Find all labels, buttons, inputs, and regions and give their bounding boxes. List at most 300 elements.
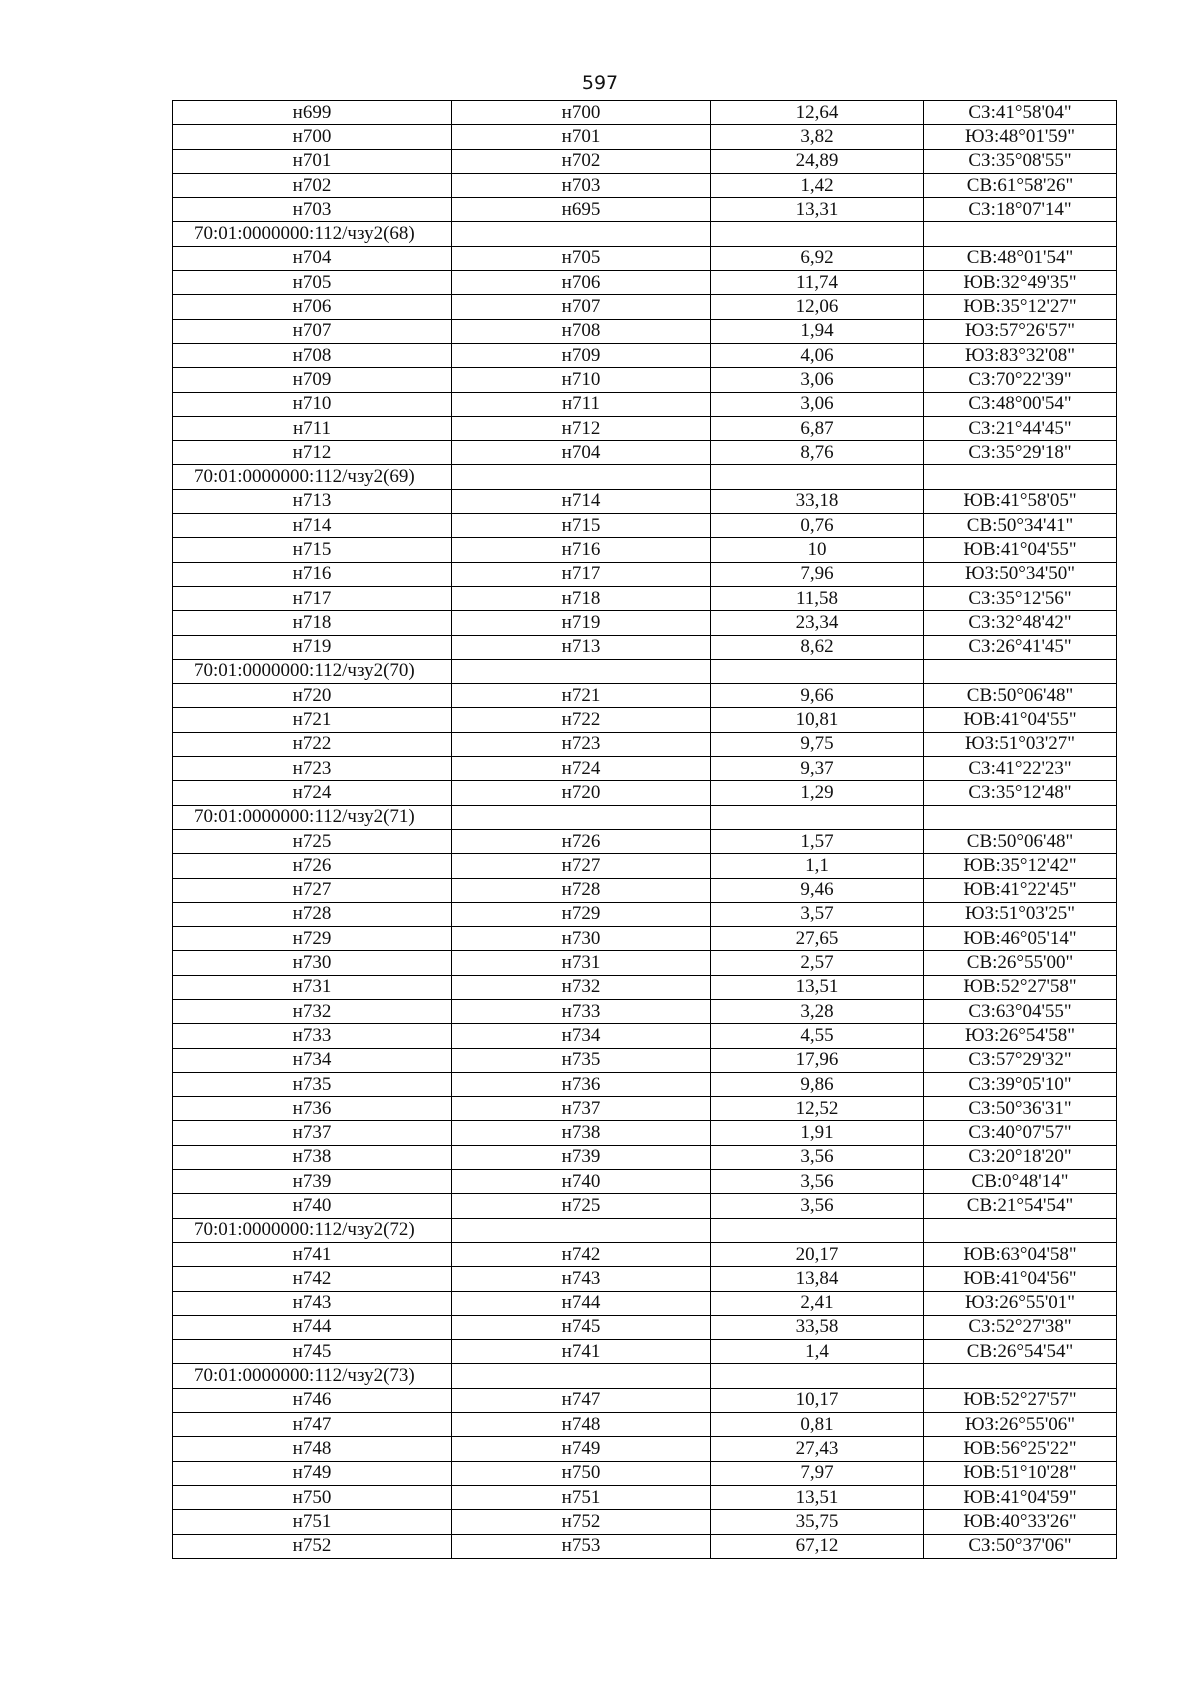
empty-cell: [452, 1364, 711, 1388]
section-row: [173, 1218, 1117, 1242]
point-from-cell: н733: [173, 1024, 452, 1048]
bearing-cell: СЗ:35°29'18": [924, 441, 1117, 465]
point-from-cell: н743: [173, 1291, 452, 1315]
point-from-cell: н700: [173, 125, 452, 149]
point-from-cell: н744: [173, 1315, 452, 1339]
bearing-cell: СВ:50°34'41": [924, 514, 1117, 538]
length-cell: 8,76: [711, 441, 924, 465]
point-to-cell: н728: [452, 878, 711, 902]
section-row: [173, 659, 1117, 683]
section-parcel-id: 70:01:0000000:112/чзу2(71): [173, 805, 452, 829]
bearing-cell: СЗ:57°29'32": [924, 1048, 1117, 1072]
point-to-cell: н748: [452, 1413, 711, 1437]
point-to-cell: н715: [452, 514, 711, 538]
point-from-cell: н714: [173, 514, 452, 538]
bearing-cell: СЗ:70°22'39": [924, 368, 1117, 392]
table-row: [173, 538, 1117, 562]
point-from-cell: н730: [173, 951, 452, 975]
point-to-cell: н742: [452, 1242, 711, 1266]
bearing-cell: СВ:48°01'54": [924, 246, 1117, 270]
empty-cell: [711, 1218, 924, 1242]
length-cell: 35,75: [711, 1510, 924, 1534]
point-from-cell: н723: [173, 757, 452, 781]
bearing-cell: СЗ:21°44'45": [924, 416, 1117, 440]
point-to-cell: н718: [452, 586, 711, 610]
table-row: [173, 441, 1117, 465]
table-row: [173, 173, 1117, 197]
point-to-cell: н722: [452, 708, 711, 732]
point-to-cell: н753: [452, 1534, 711, 1558]
table-row: [173, 854, 1117, 878]
point-to-cell: н745: [452, 1315, 711, 1339]
point-to-cell: н751: [452, 1485, 711, 1509]
length-cell: 2,57: [711, 951, 924, 975]
length-cell: 33,18: [711, 489, 924, 513]
bearing-cell: СЗ:41°58'04": [924, 101, 1117, 125]
empty-cell: [711, 805, 924, 829]
point-to-cell: н730: [452, 927, 711, 951]
point-to-cell: н716: [452, 538, 711, 562]
length-cell: 3,28: [711, 999, 924, 1023]
point-to-cell: н735: [452, 1048, 711, 1072]
point-to-cell: н723: [452, 732, 711, 756]
bearing-cell: СЗ:32°48'42": [924, 611, 1117, 635]
length-cell: 1,4: [711, 1340, 924, 1364]
length-cell: 11,58: [711, 586, 924, 610]
length-cell: 10,81: [711, 708, 924, 732]
point-from-cell: н741: [173, 1242, 452, 1266]
table-row: [173, 343, 1117, 367]
point-from-cell: н711: [173, 416, 452, 440]
table-row: [173, 708, 1117, 732]
point-from-cell: н746: [173, 1388, 452, 1412]
section-row: [173, 465, 1117, 489]
bearing-cell: ЮВ:35°12'42": [924, 854, 1117, 878]
table-row: [173, 829, 1117, 853]
point-to-cell: н709: [452, 343, 711, 367]
length-cell: 67,12: [711, 1534, 924, 1558]
length-cell: 2,41: [711, 1291, 924, 1315]
length-cell: 3,56: [711, 1145, 924, 1169]
point-to-cell: н744: [452, 1291, 711, 1315]
section-parcel-id: 70:01:0000000:112/чзу2(73): [173, 1364, 452, 1388]
table-row: [173, 1340, 1117, 1364]
point-from-cell: н727: [173, 878, 452, 902]
table-row: [173, 732, 1117, 756]
table-row: [173, 927, 1117, 951]
point-from-cell: н748: [173, 1437, 452, 1461]
bearing-cell: СЗ:18°07'14": [924, 198, 1117, 222]
point-to-cell: н726: [452, 829, 711, 853]
empty-cell: [452, 465, 711, 489]
length-cell: 27,43: [711, 1437, 924, 1461]
table-row: [173, 1510, 1117, 1534]
bearing-cell: ЮЗ:26°54'58": [924, 1024, 1117, 1048]
empty-cell: [711, 659, 924, 683]
point-to-cell: н701: [452, 125, 711, 149]
length-cell: 1,57: [711, 829, 924, 853]
table-row: [173, 368, 1117, 392]
point-to-cell: н703: [452, 173, 711, 197]
point-from-cell: н751: [173, 1510, 452, 1534]
empty-cell: [924, 805, 1117, 829]
length-cell: 1,29: [711, 781, 924, 805]
length-cell: 0,76: [711, 514, 924, 538]
bearing-cell: ЮВ:40°33'26": [924, 1510, 1117, 1534]
section-parcel-id: 70:01:0000000:112/чзу2(72): [173, 1218, 452, 1242]
table-row: [173, 1048, 1117, 1072]
length-cell: 11,74: [711, 271, 924, 295]
point-from-cell: н708: [173, 343, 452, 367]
bearing-cell: ЮЗ:83°32'08": [924, 343, 1117, 367]
table-row: [173, 1437, 1117, 1461]
table-row: [173, 1291, 1117, 1315]
bearing-cell: ЮВ:41°04'56": [924, 1267, 1117, 1291]
page-number: 597: [581, 72, 619, 94]
table-row: [173, 1267, 1117, 1291]
table-row: [173, 562, 1117, 586]
length-cell: 4,55: [711, 1024, 924, 1048]
length-cell: 13,51: [711, 1485, 924, 1509]
point-from-cell: н703: [173, 198, 452, 222]
point-to-cell: н741: [452, 1340, 711, 1364]
bearing-cell: СЗ:63°04'55": [924, 999, 1117, 1023]
table-row: [173, 1485, 1117, 1509]
empty-cell: [711, 1364, 924, 1388]
length-cell: 7,97: [711, 1461, 924, 1485]
point-to-cell: н702: [452, 149, 711, 173]
table-row: [173, 1534, 1117, 1558]
point-to-cell: н714: [452, 489, 711, 513]
table-row: [173, 1315, 1117, 1339]
empty-cell: [924, 659, 1117, 683]
table-row: [173, 514, 1117, 538]
point-to-cell: н734: [452, 1024, 711, 1048]
point-from-cell: н728: [173, 902, 452, 926]
bearing-cell: ЮЗ:51°03'25": [924, 902, 1117, 926]
point-from-cell: н712: [173, 441, 452, 465]
point-from-cell: н722: [173, 732, 452, 756]
bearing-cell: СВ:50°06'48": [924, 684, 1117, 708]
point-to-cell: н752: [452, 1510, 711, 1534]
point-from-cell: н716: [173, 562, 452, 586]
point-to-cell: н740: [452, 1170, 711, 1194]
point-to-cell: н721: [452, 684, 711, 708]
table-row: [173, 392, 1117, 416]
point-from-cell: н709: [173, 368, 452, 392]
bearing-cell: ЮЗ:26°55'06": [924, 1413, 1117, 1437]
length-cell: 1,1: [711, 854, 924, 878]
point-to-cell: н708: [452, 319, 711, 343]
length-cell: 33,58: [711, 1315, 924, 1339]
point-from-cell: н713: [173, 489, 452, 513]
length-cell: 1,42: [711, 173, 924, 197]
bearing-cell: СЗ:40°07'57": [924, 1121, 1117, 1145]
length-cell: 9,37: [711, 757, 924, 781]
empty-cell: [452, 805, 711, 829]
bearing-cell: ЮЗ:48°01'59": [924, 125, 1117, 149]
point-to-cell: н725: [452, 1194, 711, 1218]
table-row: [173, 1194, 1117, 1218]
point-from-cell: н721: [173, 708, 452, 732]
empty-cell: [924, 1218, 1117, 1242]
section-row: [173, 222, 1117, 246]
bearing-cell: ЮВ:41°04'59": [924, 1485, 1117, 1509]
bearing-cell: СЗ:52°27'38": [924, 1315, 1117, 1339]
point-from-cell: н729: [173, 927, 452, 951]
length-cell: 10,17: [711, 1388, 924, 1412]
point-from-cell: н705: [173, 271, 452, 295]
point-to-cell: н732: [452, 975, 711, 999]
length-cell: 23,34: [711, 611, 924, 635]
point-from-cell: н735: [173, 1072, 452, 1096]
length-cell: 20,17: [711, 1242, 924, 1266]
empty-cell: [452, 1218, 711, 1242]
point-from-cell: н702: [173, 173, 452, 197]
point-from-cell: н701: [173, 149, 452, 173]
length-cell: 1,94: [711, 319, 924, 343]
point-from-cell: н736: [173, 1097, 452, 1121]
bearing-cell: СВ:0°48'14": [924, 1170, 1117, 1194]
point-from-cell: н732: [173, 999, 452, 1023]
point-to-cell: н706: [452, 271, 711, 295]
table-row: [173, 951, 1117, 975]
bearing-cell: СЗ:35°12'56": [924, 586, 1117, 610]
point-from-cell: н706: [173, 295, 452, 319]
table-row: [173, 295, 1117, 319]
point-to-cell: н712: [452, 416, 711, 440]
length-cell: 6,92: [711, 246, 924, 270]
table-row: [173, 611, 1117, 635]
point-from-cell: н725: [173, 829, 452, 853]
point-from-cell: н738: [173, 1145, 452, 1169]
empty-cell: [711, 222, 924, 246]
table-row: [173, 902, 1117, 926]
point-to-cell: н717: [452, 562, 711, 586]
table-row: [173, 635, 1117, 659]
point-to-cell: н710: [452, 368, 711, 392]
length-cell: 4,06: [711, 343, 924, 367]
length-cell: 24,89: [711, 149, 924, 173]
point-from-cell: н734: [173, 1048, 452, 1072]
point-to-cell: н729: [452, 902, 711, 926]
length-cell: 9,66: [711, 684, 924, 708]
length-cell: 13,84: [711, 1267, 924, 1291]
point-from-cell: н719: [173, 635, 452, 659]
empty-cell: [452, 659, 711, 683]
section-parcel-id: 70:01:0000000:112/чзу2(68): [173, 222, 452, 246]
point-from-cell: н747: [173, 1413, 452, 1437]
bearing-cell: ЮВ:56°25'22": [924, 1437, 1117, 1461]
bearing-cell: СЗ:35°12'48": [924, 781, 1117, 805]
bearing-cell: ЮВ:35°12'27": [924, 295, 1117, 319]
point-from-cell: н717: [173, 586, 452, 610]
length-cell: 12,52: [711, 1097, 924, 1121]
section-parcel-id: 70:01:0000000:112/чзу2(70): [173, 659, 452, 683]
table-row: [173, 101, 1117, 125]
point-from-cell: н715: [173, 538, 452, 562]
point-to-cell: н711: [452, 392, 711, 416]
coordinates-table-body: [173, 101, 1117, 1559]
empty-cell: [452, 222, 711, 246]
bearing-cell: ЮВ:52°27'58": [924, 975, 1117, 999]
table-row: [173, 198, 1117, 222]
table-row: [173, 1145, 1117, 1169]
point-from-cell: н745: [173, 1340, 452, 1364]
coordinates-table: [172, 100, 1117, 1559]
table-row: [173, 416, 1117, 440]
point-to-cell: н719: [452, 611, 711, 635]
length-cell: 3,56: [711, 1194, 924, 1218]
length-cell: 13,51: [711, 975, 924, 999]
point-to-cell: н700: [452, 101, 711, 125]
point-to-cell: н720: [452, 781, 711, 805]
point-from-cell: н740: [173, 1194, 452, 1218]
bearing-cell: ЮЗ:26°55'01": [924, 1291, 1117, 1315]
point-from-cell: н699: [173, 101, 452, 125]
bearing-cell: СВ:50°06'48": [924, 829, 1117, 853]
point-to-cell: н733: [452, 999, 711, 1023]
table-row: [173, 125, 1117, 149]
length-cell: 3,06: [711, 392, 924, 416]
point-to-cell: н736: [452, 1072, 711, 1096]
bearing-cell: СЗ:50°36'31": [924, 1097, 1117, 1121]
point-to-cell: н727: [452, 854, 711, 878]
point-to-cell: н750: [452, 1461, 711, 1485]
point-to-cell: н737: [452, 1097, 711, 1121]
bearing-cell: ЮЗ:51°03'27": [924, 732, 1117, 756]
length-cell: 13,31: [711, 198, 924, 222]
length-cell: 9,75: [711, 732, 924, 756]
bearing-cell: ЮВ:51°10'28": [924, 1461, 1117, 1485]
point-to-cell: н747: [452, 1388, 711, 1412]
table-row: [173, 684, 1117, 708]
point-from-cell: н737: [173, 1121, 452, 1145]
table-row: [173, 1121, 1117, 1145]
bearing-cell: СЗ:41°22'23": [924, 757, 1117, 781]
bearing-cell: СЗ:20°18'20": [924, 1145, 1117, 1169]
point-from-cell: н726: [173, 854, 452, 878]
length-cell: 8,62: [711, 635, 924, 659]
empty-cell: [924, 465, 1117, 489]
point-from-cell: н718: [173, 611, 452, 635]
length-cell: 7,96: [711, 562, 924, 586]
table-row: [173, 1170, 1117, 1194]
bearing-cell: ЮВ:41°04'55": [924, 708, 1117, 732]
table-row: [173, 1072, 1117, 1096]
point-to-cell: н695: [452, 198, 711, 222]
bearing-cell: ЮВ:52°27'57": [924, 1388, 1117, 1412]
bearing-cell: СЗ:26°41'45": [924, 635, 1117, 659]
point-to-cell: н713: [452, 635, 711, 659]
bearing-cell: СВ:61°58'26": [924, 173, 1117, 197]
point-to-cell: н731: [452, 951, 711, 975]
length-cell: 0,81: [711, 1413, 924, 1437]
length-cell: 10: [711, 538, 924, 562]
empty-cell: [711, 465, 924, 489]
point-to-cell: н743: [452, 1267, 711, 1291]
bearing-cell: СЗ:50°37'06": [924, 1534, 1117, 1558]
length-cell: 3,06: [711, 368, 924, 392]
table-row: [173, 1461, 1117, 1485]
table-row: [173, 586, 1117, 610]
bearing-cell: ЮВ:32°49'35": [924, 271, 1117, 295]
length-cell: 3,56: [711, 1170, 924, 1194]
section-parcel-id: 70:01:0000000:112/чзу2(69): [173, 465, 452, 489]
empty-cell: [924, 222, 1117, 246]
table-row: [173, 489, 1117, 513]
table-row: [173, 1413, 1117, 1437]
point-to-cell: н704: [452, 441, 711, 465]
table-row: [173, 757, 1117, 781]
bearing-cell: ЮВ:63°04'58": [924, 1242, 1117, 1266]
length-cell: 3,82: [711, 125, 924, 149]
table-row: [173, 1097, 1117, 1121]
table-row: [173, 878, 1117, 902]
bearing-cell: ЮВ:46°05'14": [924, 927, 1117, 951]
length-cell: 12,06: [711, 295, 924, 319]
empty-cell: [924, 1364, 1117, 1388]
length-cell: 1,91: [711, 1121, 924, 1145]
table-row: [173, 246, 1117, 270]
bearing-cell: СЗ:39°05'10": [924, 1072, 1117, 1096]
length-cell: 9,86: [711, 1072, 924, 1096]
length-cell: 17,96: [711, 1048, 924, 1072]
point-from-cell: н750: [173, 1485, 452, 1509]
point-from-cell: н710: [173, 392, 452, 416]
section-row: [173, 805, 1117, 829]
length-cell: 9,46: [711, 878, 924, 902]
bearing-cell: ЮВ:41°22'45": [924, 878, 1117, 902]
length-cell: 6,87: [711, 416, 924, 440]
length-cell: 27,65: [711, 927, 924, 951]
bearing-cell: ЮВ:41°58'05": [924, 489, 1117, 513]
table-row: [173, 1388, 1117, 1412]
bearing-cell: СВ:21°54'54": [924, 1194, 1117, 1218]
table-row: [173, 1242, 1117, 1266]
table-row: [173, 149, 1117, 173]
point-to-cell: н707: [452, 295, 711, 319]
table-row: [173, 1024, 1117, 1048]
table-row: [173, 999, 1117, 1023]
length-cell: 3,57: [711, 902, 924, 926]
point-from-cell: н742: [173, 1267, 452, 1291]
point-from-cell: н724: [173, 781, 452, 805]
bearing-cell: ЮВ:41°04'55": [924, 538, 1117, 562]
point-to-cell: н738: [452, 1121, 711, 1145]
bearing-cell: ЮЗ:50°34'50": [924, 562, 1117, 586]
point-from-cell: н739: [173, 1170, 452, 1194]
point-to-cell: н724: [452, 757, 711, 781]
section-row: [173, 1364, 1117, 1388]
bearing-cell: СВ:26°54'54": [924, 1340, 1117, 1364]
bearing-cell: СЗ:48°00'54": [924, 392, 1117, 416]
point-from-cell: н752: [173, 1534, 452, 1558]
table-row: [173, 271, 1117, 295]
table-row: [173, 975, 1117, 999]
point-from-cell: н704: [173, 246, 452, 270]
bearing-cell: ЮЗ:57°26'57": [924, 319, 1117, 343]
point-from-cell: н731: [173, 975, 452, 999]
point-from-cell: н749: [173, 1461, 452, 1485]
bearing-cell: СЗ:35°08'55": [924, 149, 1117, 173]
bearing-cell: СВ:26°55'00": [924, 951, 1117, 975]
point-from-cell: н720: [173, 684, 452, 708]
length-cell: 12,64: [711, 101, 924, 125]
point-to-cell: н739: [452, 1145, 711, 1169]
point-from-cell: н707: [173, 319, 452, 343]
table-row: [173, 781, 1117, 805]
